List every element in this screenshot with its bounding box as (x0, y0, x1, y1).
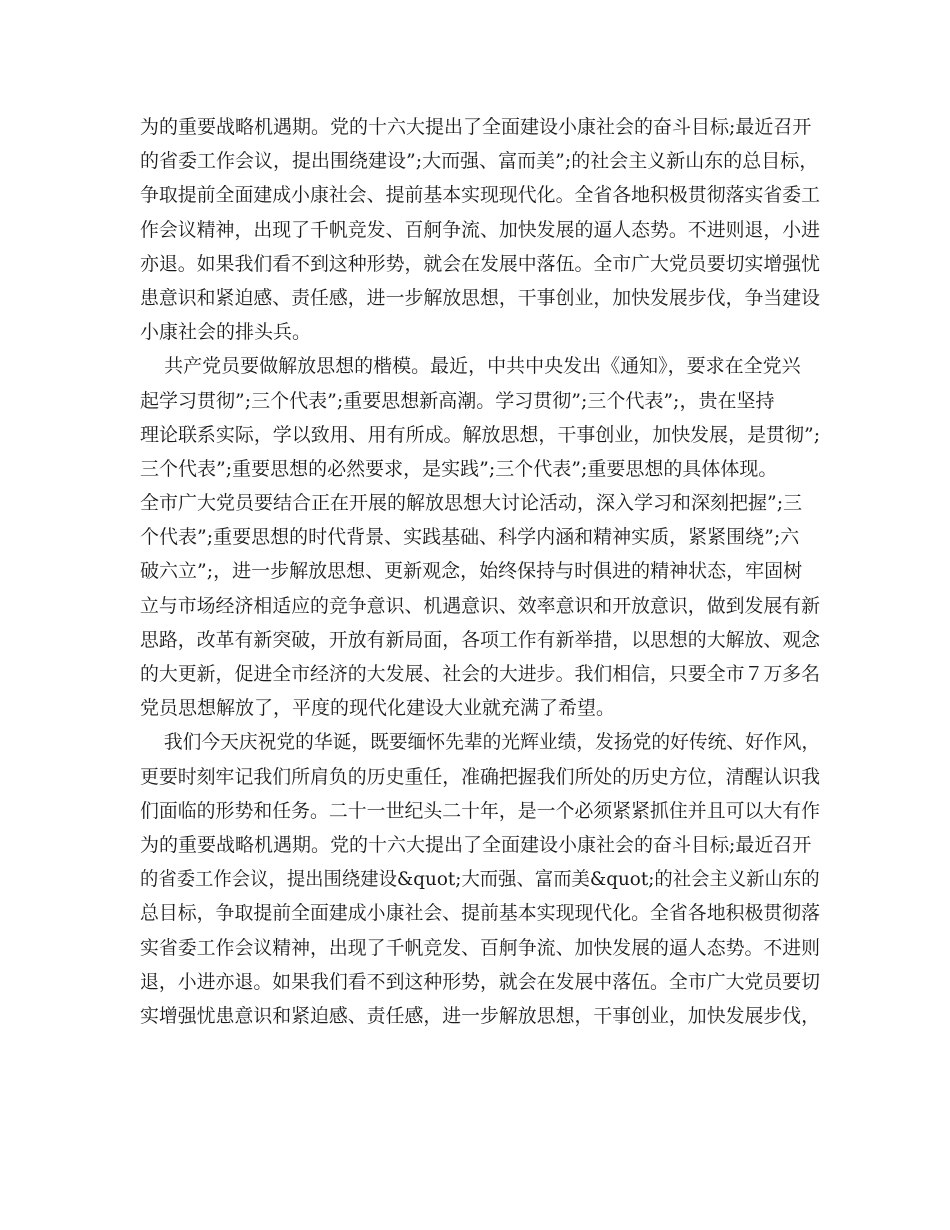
text-line: 小康社会的排头兵。 (140, 321, 312, 344)
text-line: 理论联系实际，学以致用、用有所成。解放思想，干事创业，加快发展，是贯彻”; (140, 423, 821, 446)
text-line: 为的重要战略机遇期。党的十六大提出了全面建设小康社会的奋斗目标;最近召开 (140, 833, 812, 856)
text-line: 的省委工作会议，提出围绕建设”;大而强、富而美”;的社会主义新山东的总目标， (140, 150, 819, 173)
text-line: 实增强忧患意识和紧迫感、责任感，进一步解放思想，干事创业，加快发展步伐， (140, 1004, 821, 1027)
body-text (140, 110, 820, 1033)
text-line: 为的重要战略机遇期。党的十六大提出了全面建设小康社会的奋斗目标;最近召开 (140, 116, 812, 138)
text-line: 的省委工作会议，提出围绕建设&quot;大而强、富而美&quot;的社会主义新山东的 (140, 868, 820, 891)
text-line: 全市广大党员要结合正在开展的解放思想大讨论活动，深入学习和深刻把握”;三 (140, 492, 803, 515)
text-line: 共产党员要做解放思想的楷模。最近，中共中央发出《通知》，要求在全党兴 (140, 355, 801, 378)
text-line: 们面临的形势和任务。二十一世纪头二十年，是一个必须紧紧抓住并且可以大有作 (140, 799, 821, 822)
text-line: 退，小进亦退。如果我们看不到这种形势，就会在发展中落伍。全市广大党员要切 (140, 970, 821, 993)
text-line: 患意识和紧迫感、责任感，进一步解放思想，干事创业，加快发展步伐，争当建设 (140, 286, 821, 309)
text-line: 党员思想解放了，平度的现代化建设大业就充满了希望。 (140, 697, 616, 720)
text-line: 更要时刻牢记我们所肩负的历史重任，准确把握我们所处的历史方位，清醒认识我 (140, 765, 821, 788)
text-line: 亦退。如果我们看不到这种形势，就会在发展中落伍。全市广大党员要切实增强忧 (140, 252, 821, 275)
text-line: 三个代表”;重要思想的必然要求，是实践”;三个代表”;重要思想的具体体现。 (140, 457, 778, 480)
text-line: 我们今天庆祝党的华诞，既要缅怀先辈的光辉业绩，发扬党的好传统、好作风， (140, 731, 821, 754)
text-line: 争取提前全面建成小康社会、提前基本实现现代化。全省各地积极贯彻落实省委工 (140, 184, 821, 207)
text-line: 总目标，争取提前全面建成小康社会、提前基本实现现代化。全省各地积极贯彻落 (140, 902, 821, 925)
text-line: 起学习贯彻”;三个代表”;重要思想新高潮。学习贯彻”;三个代表”;，贵在坚持 (140, 389, 775, 412)
text-line: 实省委工作会议精神，出现了千帆竞发、百舸争流、加快发展的逼人态势。不进则 (140, 936, 821, 959)
text-line: 个代表”;重要思想的时代背景、实践基础、科学内涵和精神实质，紧紧围绕”;六 (140, 526, 800, 549)
text-line: 思路，改革有新突破，开放有新局面，各项工作有新举措，以思想的大解放、观念 (140, 628, 821, 651)
text-line: 破六立”;，进一步解放思想、更新观念，始终保持与时俱进的精神状态，牢固树 (140, 560, 803, 583)
text-line: 的大更新，促进全市经济的大发展、社会的大进步。我们相信，只要全市７万多名 (140, 663, 821, 685)
text-line: 立与市场经济相适应的竞争意识、机遇意识、效率意识和开放意识，做到发展有新 (140, 594, 821, 617)
text-line: 作会议精神，出现了千帆竞发、百舸争流、加快发展的逼人态势。不进则退，小进 (140, 218, 821, 241)
